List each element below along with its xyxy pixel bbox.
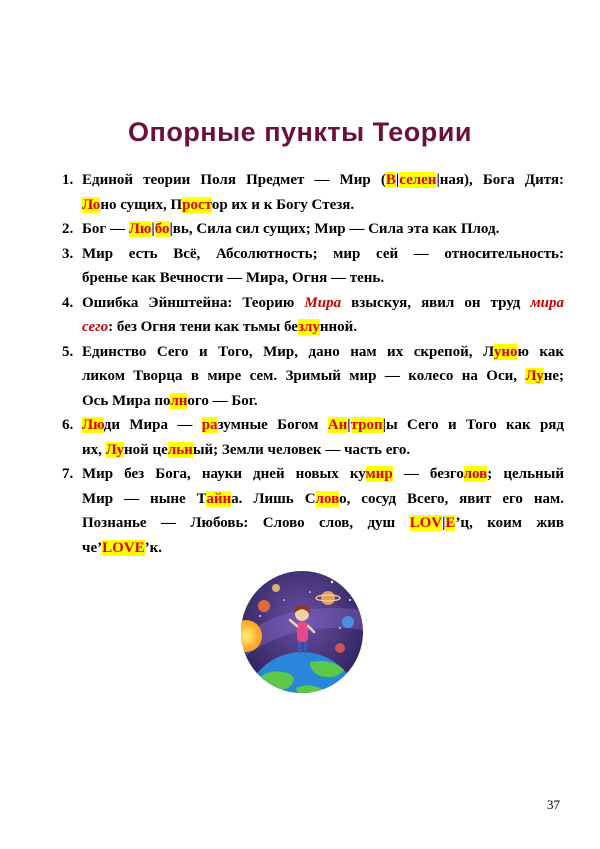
list-number: 4. (62, 294, 74, 311)
theory-point-3 (62, 242, 564, 291)
highlighted-syllable: LOV (409, 515, 443, 531)
text-segment: — безго (392, 466, 464, 482)
text-segment: ликом Творца в мире сем. Зримый мир — колесо на Оси, (82, 368, 526, 384)
text-segment: ной це (123, 441, 168, 458)
italic-word: мира (530, 294, 564, 311)
text-segment: о, сосуд Всего, явит его нам. (339, 490, 565, 507)
theory-point-5 (62, 340, 564, 414)
highlighted-syllable: злу (297, 319, 320, 335)
text-segment: Ошибка Эйнштейна: Теорию (82, 294, 305, 311)
theory-point-2 (62, 217, 564, 242)
highlighted-syllable: LOVE (102, 539, 145, 556)
highlighted-syllable: Лю (82, 417, 104, 433)
text-segment: | (347, 417, 351, 433)
text-line (82, 462, 564, 487)
text-line (82, 291, 564, 316)
text-segment: Мир есть Всё, Абсолютность; мир сей — относительность: (82, 245, 564, 262)
text-line (82, 217, 564, 242)
italic-word: Мира (304, 294, 342, 311)
text-segment: Бог — (82, 221, 129, 237)
highlighted-syllable: Ан (327, 417, 348, 433)
text-segment: Единой теории Поля Предмет — Мир ( (82, 172, 386, 188)
text-line (82, 389, 564, 414)
highlighted-syllable: E (445, 515, 456, 531)
list-number: 2. (62, 221, 74, 237)
text-segment: ’к. (144, 539, 163, 556)
highlighted-syllable: В (385, 172, 396, 188)
text-segment: не; (543, 368, 564, 384)
text-line (82, 364, 564, 389)
list-number: 1. (62, 172, 74, 188)
text-segment: бренье как Вечности — Мира, Огня — тень. (82, 270, 385, 286)
text-segment: Познанье — Любовь: Слово слов, душ (82, 515, 410, 531)
text-line (82, 487, 564, 512)
highlighted-syllable: троп (350, 417, 383, 433)
text-segment: ый; Земли человек — часть его. (192, 441, 411, 458)
list-number: 3. (62, 245, 74, 262)
text-line (82, 266, 564, 291)
highlighted-syllable: лн (170, 392, 188, 409)
theory-point-7 (62, 462, 564, 560)
list-number: 5. (62, 343, 74, 360)
text-segment: Ось Мира по (82, 392, 171, 409)
text-line (82, 413, 564, 438)
highlighted-syllable: Лу (105, 441, 124, 458)
highlighted-syllable: ра (201, 417, 218, 433)
theory-point-4 (62, 291, 564, 340)
text-segment: зумные Богом (217, 417, 328, 433)
text-segment: | (442, 515, 446, 531)
text-segment: нной. (319, 319, 358, 335)
text-segment: взыскуя, явил он труд (341, 294, 531, 311)
highlighted-syllable: мир (365, 466, 393, 482)
text-segment: че’ (82, 539, 103, 556)
highlighted-syllable: Ло (82, 196, 101, 213)
text-line (82, 340, 564, 365)
highlighted-syllable: льн (167, 441, 193, 458)
text-segment: : без Огня тени как тьмы бе (108, 319, 298, 335)
text-segment: их, (82, 441, 106, 458)
text-segment: ого — Бог. (187, 392, 258, 409)
page-title: Опорные пункты Теории (128, 117, 472, 147)
text-segment: |вь, Сила сил сущих; Мир — Сила эта как Плод. (169, 221, 500, 237)
highlighted-syllable: рост (182, 196, 212, 213)
text-line (82, 438, 564, 463)
text-segment: Мир — ныне Т (82, 490, 207, 507)
text-line (82, 315, 564, 340)
text-segment: ’ц, коим жив (455, 515, 564, 531)
cosmic-girl-on-globe-icon (240, 570, 364, 694)
text-segment: ди Мира — (103, 417, 202, 433)
theory-point-6 (62, 413, 564, 462)
text-segment: | (395, 172, 400, 188)
text-segment: а. Лишь С (231, 490, 316, 507)
page-number: 37 (547, 797, 560, 812)
text-segment: Единство Сего и Того, Мир, дано нам их скрепой, Л (82, 343, 494, 360)
text-segment: | (151, 221, 155, 237)
highlighted-syllable: айн (206, 490, 232, 507)
highlighted-syllable: Лю (128, 221, 152, 237)
theory-points-list (62, 168, 564, 560)
list-number: 7. (62, 466, 74, 482)
text-segment: Мир без Бога, науки дней новых ку (82, 466, 366, 482)
highlighted-syllable: лов (463, 466, 488, 482)
highlighted-syllable: лов (315, 490, 340, 507)
text-line (82, 242, 564, 267)
highlighted-syllable: бо (154, 221, 170, 237)
text-line (82, 536, 564, 561)
text-line (82, 193, 564, 218)
text-segment: |ы Сего и Того как ряд (382, 417, 565, 433)
text-segment: |ная), Бога Дитя: (436, 172, 564, 188)
text-line (82, 168, 564, 193)
text-segment: ю как (517, 343, 564, 360)
highlighted-syllable: Лу (525, 368, 544, 384)
text-segment: но сущих, П (100, 196, 183, 213)
italic-word: сего (82, 319, 109, 335)
highlighted-syllable: уно (493, 343, 518, 360)
text-line (82, 511, 564, 536)
theory-point-1 (62, 168, 564, 217)
highlighted-syllable: селен (399, 172, 437, 188)
list-number: 6. (62, 417, 74, 433)
text-segment: ; цельный (487, 466, 564, 482)
text-segment: ор их и к Богу Стезя. (211, 196, 355, 213)
